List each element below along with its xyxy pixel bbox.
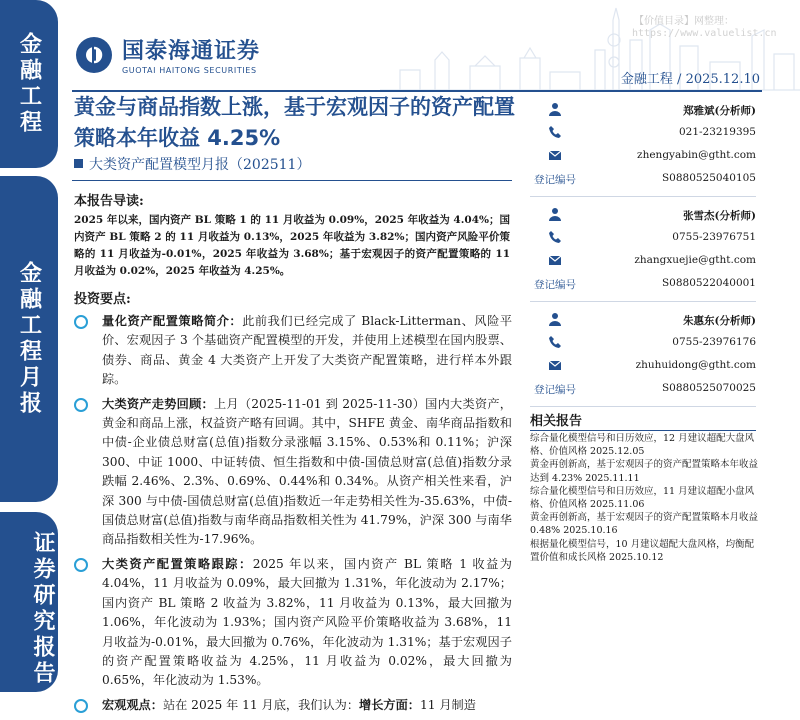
report-title: 黄金与商品指数上涨，基于宏观因子的资产配置策略本年收益 4.25%	[74, 95, 515, 150]
point-text: 2025 年以来，国内资产 BL 策略 1 收益为 4.04%，11 月收益为 0.09%，最大回撤为 1.31%，年化波动为 2.17%；国内资产 BL 策略 2 收益为 3.82%，11 月收益为 0.13%，最大回撤为 1.06%，年化波动为 1.93%；国内资产风险平价策略收益为 3.68%，11 月收益为-0.01%，最大回撤为 0.76%，年化波动为 1.31%；基于宏观因子的资产配置策略收益为 4.25%，11 月收益为 0.02%，最大回撤为 0.65%，年化波动为 1.53%。	[102, 556, 512, 688]
circle-bullet-icon	[74, 558, 88, 572]
reg-label: 登记编号	[534, 384, 576, 396]
point-text: 上月（2025-11-01 到 2025-11-30）国内大类资产，黄金和商品上涨，权益资产略有回调。其中，SHFE 黄金、南华商品指数和中债-企业债总财富(总值)指数分录涨幅 3.15%、0.53%和 0.11%；沪深 300、中证 1000、中证转债、恒生指数和中债-国债总财富(总值)指数分录跌幅 2.46%、2.3%、0.69%、0.44%和 0.34%。从资产相关性来看，沪深 300 与中债-国债总财富(总值)指数近一年走势相关性为-35.63%，中债-国债总财富(总值)指数与南华商品指数相关性为 41.79%，沪深 300 与南华商品指数相关性为-17.96%。	[102, 396, 512, 547]
point-lead: 量化资产配置策略简介：	[102, 314, 243, 328]
reg-label: 登记编号	[534, 279, 576, 291]
author-card	[530, 100, 756, 197]
phone-icon	[548, 125, 562, 139]
point-lead: 宏观观点：	[102, 697, 163, 712]
author-name: 郑雅斌(分析师)	[683, 105, 756, 117]
related-divider	[530, 430, 756, 431]
point-item	[72, 395, 512, 550]
point-lead: 大类资产配置策略跟踪：	[102, 556, 253, 571]
side-tab-securities-research: 证券研究报告	[0, 512, 58, 692]
author-list	[530, 100, 756, 415]
author-name: 张雪杰(分析师)	[683, 210, 756, 222]
phone-icon	[548, 230, 562, 244]
author-reg-number: S0880522040001	[661, 277, 756, 289]
author-card	[530, 205, 756, 302]
related-reports-heading: 相关报告	[530, 414, 583, 429]
author-phone[interactable]: 0755-23976176	[672, 336, 756, 348]
point-item	[72, 696, 512, 715]
author-email[interactable]: zhangxuejie@gtht.com	[634, 254, 756, 266]
guide-heading: 本报告导读:	[74, 194, 144, 209]
point-item	[72, 312, 512, 390]
point-emphasis: 增长方面：	[359, 697, 420, 712]
phone-icon	[548, 335, 562, 349]
email-icon	[548, 253, 562, 267]
point-item	[72, 555, 512, 691]
related-report-link[interactable]: 黄金再创新高，基于宏观因子的资产配置策略本月收益 0.48% 2025.10.16	[530, 512, 759, 537]
circle-bullet-icon	[74, 398, 88, 412]
author-email[interactable]: zhuhuidong@gtht.com	[635, 359, 756, 371]
square-bullet-icon	[74, 159, 83, 168]
investment-points	[72, 312, 512, 720]
logo-mark-icon	[74, 35, 114, 75]
person-icon	[548, 207, 562, 221]
author-card	[530, 310, 756, 407]
point-lead: 大类资产走势回顾：	[102, 396, 214, 411]
side-tab-financial-engineering: 金融工程	[0, 0, 58, 168]
report-subtitle	[74, 154, 310, 174]
logo-text-cn: 国泰海通证券	[122, 39, 261, 64]
guide-text: 2025 年以来，国内资产 BL 策略 1 的 11 月收益为 0.09%，2025 年收益为 4.04%；国内资产 BL 策略 2 的 11 月收益为 0.13%，2025 年收益为 3.82%；国内资产风险平价策略的 11 月收益为-0.01%，2025 年收益为 3.68%；基于宏观因子的资产配置策略的 11 月收益为 0.02%，2025 年收益为 4.25%。	[74, 214, 510, 277]
author-email[interactable]: zhengyabin@gtht.com	[637, 149, 756, 161]
circle-bullet-icon	[74, 699, 88, 713]
circle-bullet-icon	[74, 315, 88, 329]
email-icon	[548, 358, 562, 372]
person-icon	[548, 102, 562, 116]
related-reports-list	[530, 432, 758, 564]
watermark-url: https://www.valuelist.cn	[632, 28, 777, 39]
side-tab-monthly-report: 金融工程月报	[0, 176, 58, 502]
point-text: 站在 2025 年 11 月底，我们认为：	[162, 697, 360, 712]
related-report-link[interactable]: 根据量化模型信号，10 月建议超配大盘风格，均衡配置价值和成长风格 2025.10.12	[530, 538, 755, 563]
watermark-source: 【价值目录】网整理：	[634, 16, 734, 27]
category-date: 金融工程 / 2025.12.10	[620, 72, 760, 87]
author-name: 朱惠东(分析师)	[683, 315, 756, 327]
point-text: 此前我们已经完成了 Black-Litterman、风险平价、宏观因子 3 个基础资产配置模型的开发，并使用上述模型在国内股票、债券、商品、黄金 4 大类资产上开发了大类资产配置策略，进行样本外跟踪。	[102, 314, 513, 387]
author-phone[interactable]: 0755-23976751	[672, 231, 756, 243]
author-reg-number: S0880525070025	[661, 382, 756, 394]
logo-text-en: GUOTAI HAITONG SECURITIES	[122, 66, 257, 75]
related-report-link[interactable]: 黄金再创新高，基于宏观因子的资产配置策略本年收益达到 4.23% 2025.11.11	[530, 459, 759, 484]
subtitle-divider	[72, 180, 512, 181]
points-heading: 投资要点:	[74, 292, 131, 307]
related-report-link[interactable]: 综合量化模型信号和日历效应，12 月建议超配大盘风格、价值风格 2025.12.05	[530, 433, 755, 458]
company-logo	[74, 34, 260, 75]
point-tail: 11 月制造	[419, 697, 476, 712]
related-report-link[interactable]: 综合量化模型信号和日历效应，11 月建议超配小盘风格、价值风格 2025.11.06	[530, 485, 755, 511]
author-phone[interactable]: 021-23219395	[678, 126, 756, 138]
author-reg-number: S0880525040105	[661, 172, 756, 184]
email-icon	[548, 148, 562, 162]
reg-label: 登记编号	[534, 174, 576, 186]
person-icon	[548, 312, 562, 326]
subtitle-text: 大类资产配置模型月报（202511）	[89, 157, 311, 173]
